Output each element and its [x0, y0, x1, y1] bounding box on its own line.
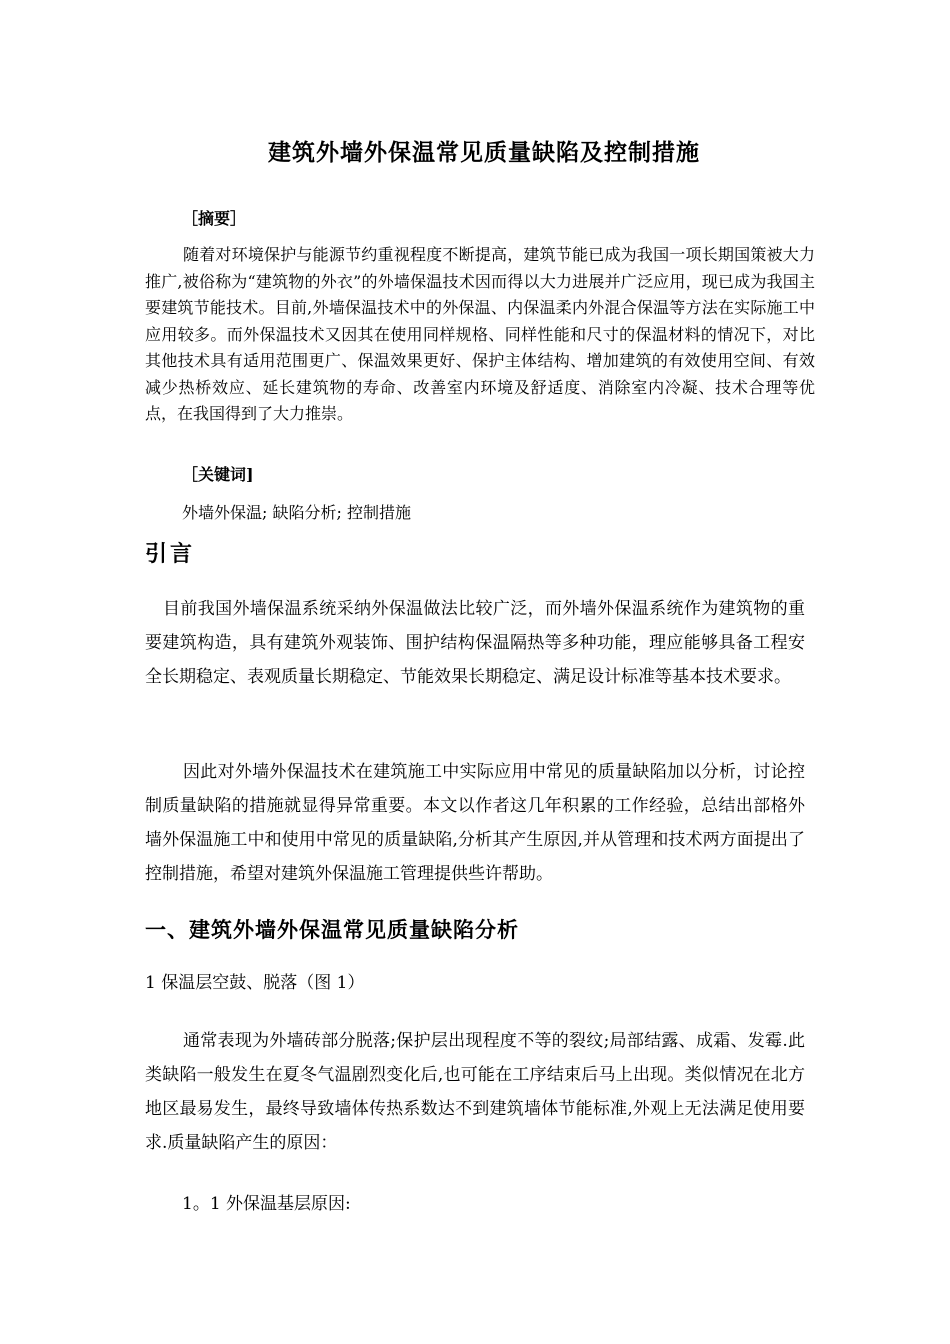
keywords-text: 外墙外保温; 缺陷分析; 控制措施: [182, 503, 411, 522]
section-1-heading: 一、建筑外墙外保温常见质量缺陷分析: [145, 917, 519, 942]
intro-heading: 引言: [145, 541, 196, 567]
document-title: 建筑外墙外保温常见质量缺陷及控制措施: [268, 140, 700, 166]
subsection-1-heading: 1 保温层空鼓、脱落（图 1）: [145, 973, 365, 993]
keywords-label: ［关键词]: [182, 465, 254, 484]
abstract-text: 随着对环境保护与能源节约重视程度不断提高，建筑节能已成为我国一项长期国策被大力推广,被俗称为“建筑物的外衣”的外墙保温技术因而得以大力进展并广泛应用，现已成为我国主要建筑节能技术。目前,外墙保温技术中的外保温、内保温柔内外混合保温等方法在实际施工中应用较多。而外保温技术又因其在使用同样规格、同样性能和尺寸的保温材料的情况下，对比其他技术具有适用范围更广、保温效果更好、保护主体结构、增加建筑的有效使用空间、有效减少热桥效应、延长建筑物的寿命、改善室内环境及舒适度、消除室内冷凝、技术合理等优点，在我国得到了大力推崇。: [145, 245, 815, 423]
abstract-label: ［摘要］: [182, 209, 247, 228]
intro-paragraph-2: 因此对外墙外保温技术在建筑施工中实际应用中常见的质量缺陷加以分析，讨论控制质量缺陷的措施就显得异常重要。本文以作者这几年积累的工作经验，总结出部格外墙外保温施工中和使用中常见的质量缺陷,分析其产生原因,并从管理和技术两方面提出了控制措施，希望对建筑外保温施工管理提供些许帮助。: [145, 762, 805, 884]
subsection-1-1-heading: 1。1 外保温基层原因:: [182, 1194, 351, 1214]
subsection-1-paragraph: 通常表现为外墙砖部分脱落;保护层出现程度不等的裂纹;局部结露、成霜、发霉.此类缺陷一般发生在夏冬气温剧烈变化后,也可能在工序结束后马上出现。类似情况在北方地区最易发生，最终导致墙体传热系数达不到建筑墙体节能标准,外观上无法满足使用要求.质量缺陷产生的原因：: [145, 1031, 805, 1153]
intro-paragraph-1: 目前我国外墙保温系统采纳外保温做法比较广泛，而外墙外保温系统作为建筑物的重要建筑构造，具有建筑外观装饰、围护结构保温隔热等多种功能，理应能够具备工程安全长期稳定、表观质量长期稳定、节能效果长期稳定、满足设计标准等基本技术要求。: [145, 599, 805, 687]
